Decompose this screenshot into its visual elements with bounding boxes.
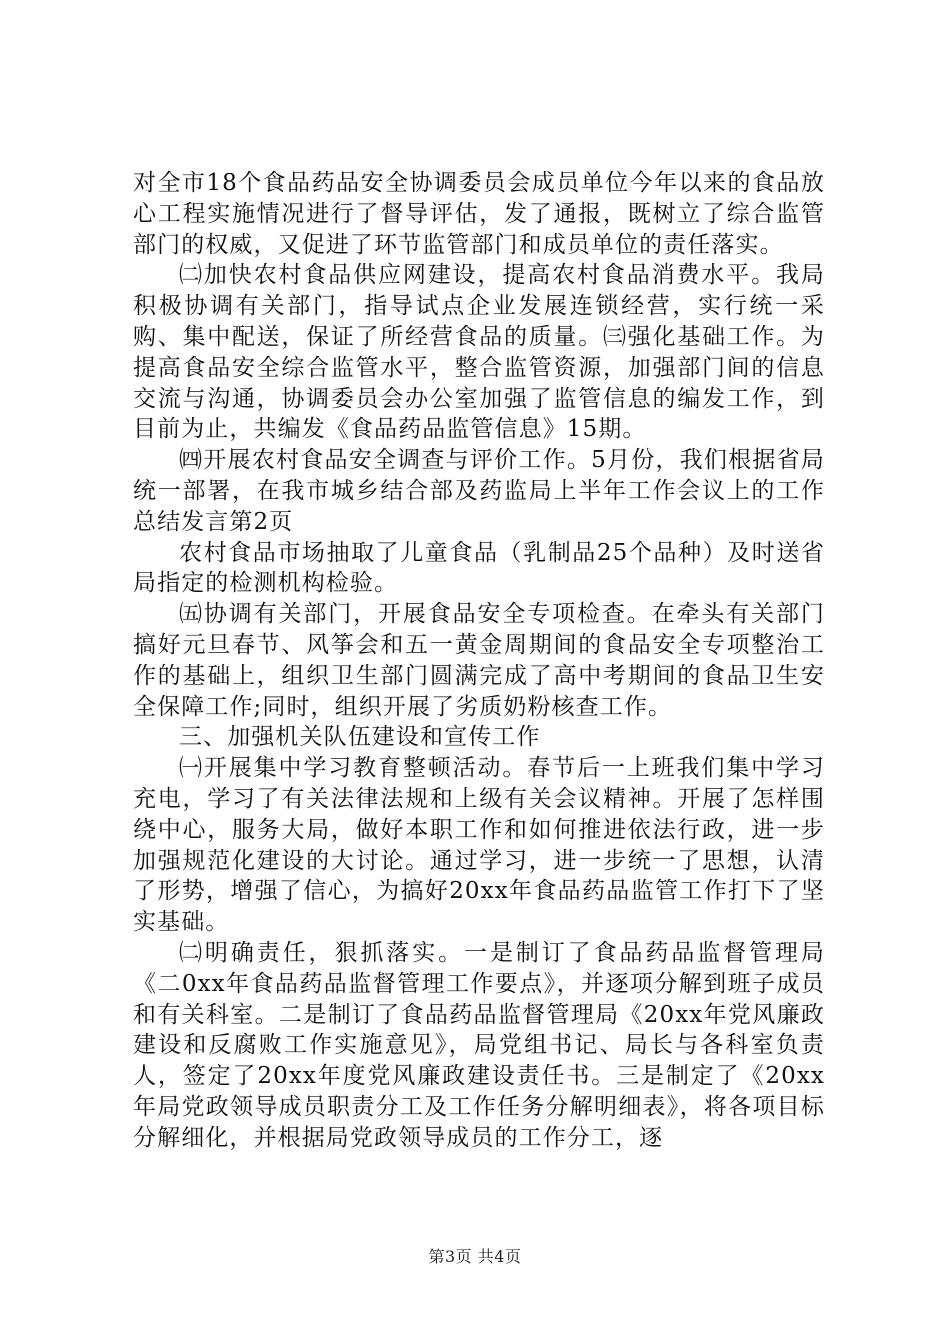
section-heading: 三、加强机关队伍建设和宣传工作 xyxy=(179,724,541,751)
paragraph-5: ㈤协调有关部门，开展食品安全专项检查。在牵头有关部门搞好元旦春节、风筝会和五一黄金周期间的食品安全专项整治工作的基础上，组织卫生部门圆满完成了高中考期间的食品卫生安全保障工作;同时，组织开展了劣质奶粉核查工作。 xyxy=(133,601,825,720)
paragraph-2: ㈡加快农村食品供应网建设，提高农村食品消费水平。我局积极协调有关部门，指导试点企业发展连锁经营，实行统一采购、集中配送，保证了所经营食品的质量。㈢强化基础工作。为提高食品安全综合监管水平，整合监管资源，加强部门间的信息交流与沟通，协调委员会办公室加强了监管信息的编发工作，到目前为止，共编发《食品药品监管信息》15期。 xyxy=(133,262,825,443)
paragraph-3: ㈣开展农村食品安全调查与评价工作。5月份，我们根据省局统一部署，在我市城乡结合部及药监局上半年工作会议上的工作总结发言第2页 xyxy=(133,447,825,535)
page-footer: 第3页 共4页 xyxy=(428,1247,522,1266)
paragraph-7: ㈡明确责任，狠抓落实。一是制订了食品药品监督管理局《二0xx年食品药品监督管理工作要点》，并逐项分解到班子成员和有关科室。二是制订了食品药品监督管理局《20xx年党风廉政建设和反腐败工作实施意见》，局党组书记、局长与各科室负责人，签定了20xx年度党风廉政建设责任书。三是制定了《20xx年局党政领导成员职责分工及工作任务分解明细表》，将各项目标分解细化，并根据局党政领导成员的工作分工，逐 xyxy=(133,939,825,1151)
paragraph-6: ㈠开展集中学习教育整顿活动。春节后一上班我们集中学习充电，学习了有关法律法规和上级有关会议精神。开展了怎样围绕中心，服务大局，做好本职工作和如何推进依法行政，进一步加强规范化建设的大讨论。通过学习，进一步统一了思想，认清了形势，增强了信心，为搞好20xx年食品药品监管工作打下了坚实基础。 xyxy=(133,755,825,936)
document-body xyxy=(133,168,825,1154)
paragraph-1: 对全市18个食品药品安全协调委员会成员单位今年以来的食品放心工程实施情况进行了督导评估，发了通报，既树立了综合监管部门的权威，又促进了环节监管部门和成员单位的责任落实。 xyxy=(133,170,825,258)
paragraph-4: 农村食品市场抽取了儿童食品（乳制品25个品种）及时送省局指定的检测机构检验。 xyxy=(133,539,825,597)
